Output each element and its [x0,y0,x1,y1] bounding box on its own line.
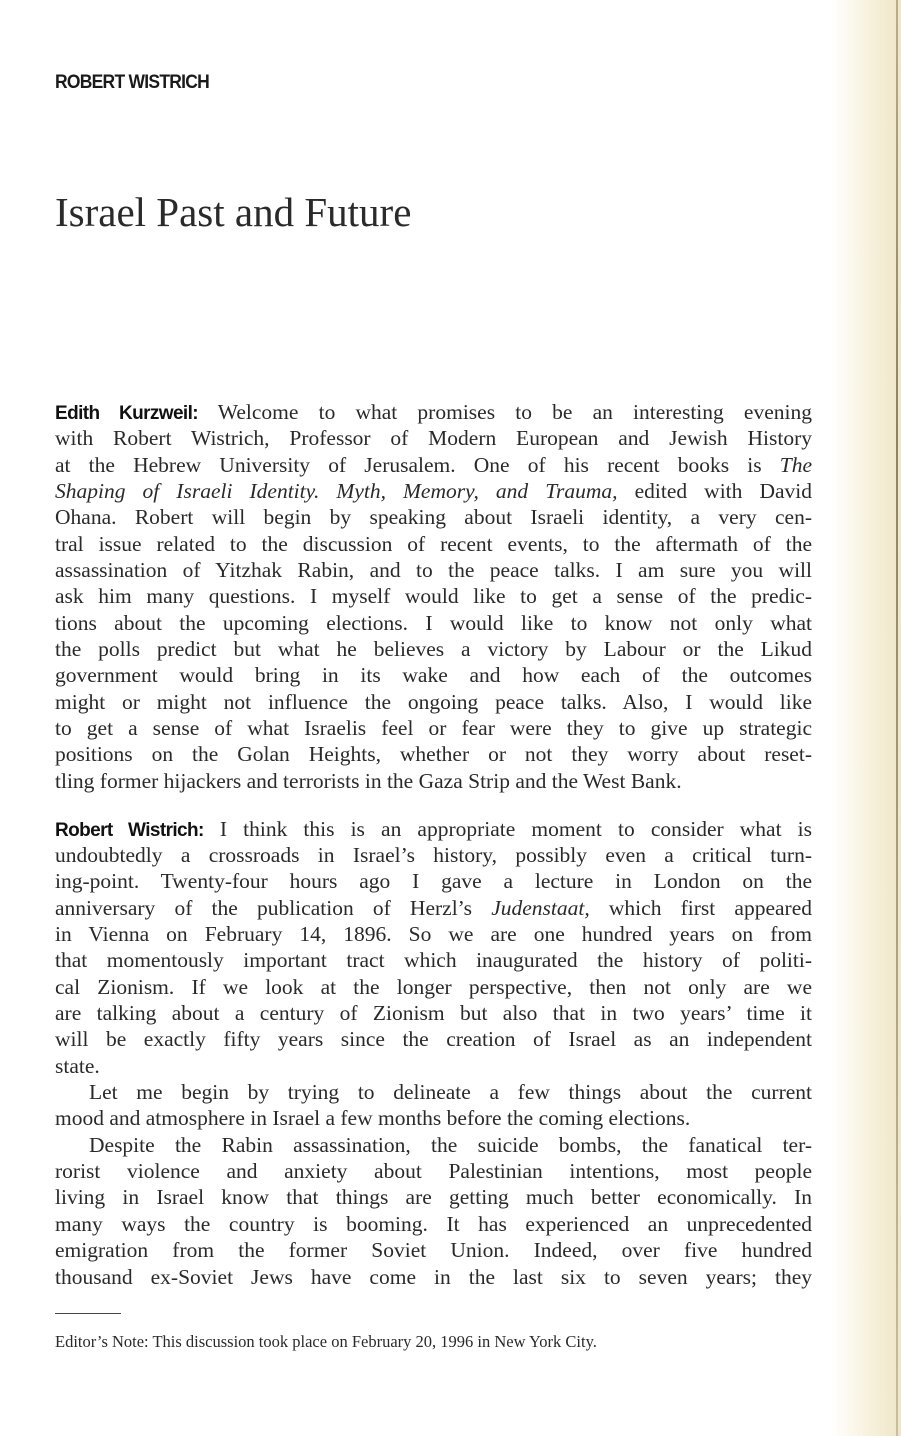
text-run: might or might not influence the ongoing peace talks. Also, I would like [55,689,812,714]
running-head: ROBERT WISTRICH [55,72,210,93]
text-line [55,715,812,741]
text-line [55,741,812,767]
text-line [55,1211,812,1237]
text-line [55,1026,812,1052]
text-run: edited with David [617,479,812,504]
text-run: positions on the Golan Heights, whether or not they worry about reset- [55,742,812,767]
text-line [55,531,812,557]
text-line [55,1132,812,1158]
footnote-rule [55,1313,121,1314]
text-run: at the Hebrew University of Jerusalem. One of his recent books is [55,452,780,477]
text-line [55,636,812,662]
text-line [55,816,812,842]
text-run: many ways the country is booming. It has experienced an unprecedented [55,1211,812,1236]
paragraph [55,399,812,794]
text-run: Let me begin by trying to delineate a few things about the current [89,1080,812,1105]
text-run: assassination of Yitzhak Rabin, and to the peace talks. I am sure you will [55,558,812,583]
text-run: the polls predict but what he believes a victory by Labour or the Likud [55,637,812,662]
text-line [55,974,812,1000]
text-line [55,583,812,609]
text-run: in Vienna on February 14, 1896. So we are one hundred years on from [55,922,812,947]
article-title: Israel Past and Future [55,189,412,235]
text-run: ing-point. Twenty-four hours ago I gave a lecture in London on the [55,869,812,894]
text-run: undoubtedly a crossroads in Israel’s history, possibly even a critical turn- [55,843,812,867]
speaker-label: Edith Kurzweil: [55,403,199,424]
text-line [55,504,812,530]
text-line [55,610,812,636]
text-line [55,662,812,688]
text-line [55,689,812,715]
text-run: emigration from the former Soviet Union. Indeed, over five hundred [55,1238,812,1263]
text-line [55,452,812,478]
text-run: anniversary of the publication of Herzl’s [55,895,492,920]
text-run: will be exactly fifty years since the creation of Israel as an independent [55,1027,812,1052]
text-run: Welcome to what promises to be an interesting evening [198,400,812,424]
text-run: to get a sense of what Israelis feel or fear were they to give up strategic [55,716,812,741]
text-line [55,557,812,583]
text-line [55,1264,812,1290]
paragraph-gap [55,794,812,816]
text-run: rorist violence and anxiety about Palestinian intentions, most people [55,1159,812,1184]
text-run: tling former hijackers and terrorists in the Gaza Strip and the West Bank. [55,768,682,793]
text-run: with Robert Wistrich, Professor of Modern European and Jewish History [55,426,812,451]
text-line [55,895,812,921]
italic-title: The [779,452,812,477]
text-run: living in Israel know that things are getting much better economically. In [55,1185,812,1210]
italic-title: Judenstaat, [491,895,590,920]
text-run: mood and atmosphere in Israel a few months before the coming elections. [55,1106,691,1131]
text-line [55,478,812,504]
article-body [55,399,812,1290]
text-line [55,1000,812,1026]
text-line [55,868,812,894]
text-run: are talking about a century of Zionism but also that in two years’ time it [55,1001,812,1026]
text-line [55,425,812,451]
paragraph [55,816,812,1290]
page-edge-line [896,0,898,1436]
text-line [55,1184,812,1210]
text-line [55,1079,812,1105]
text-line [55,921,812,947]
speaker-label: Robert Wistrich: [55,819,204,841]
text-run: tral issue related to the discussion of recent events, to the aftermath of the [55,531,812,556]
text-line [55,399,812,425]
text-line [55,1237,812,1263]
text-line [55,947,812,973]
text-line [55,1158,812,1184]
text-run: Despite the Rabin assassination, the suicide bombs, the fanatical ter- [89,1132,812,1157]
text-line [55,842,812,868]
text-run: tions about the upcoming elections. I would like to know not only what [55,610,812,635]
text-run: government would bring in its wake and how each of the outcomes [55,663,812,688]
text-run: ask him many questions. I myself would like to get a sense of the predic- [55,584,812,609]
text-line [55,1053,812,1079]
italic-title: Shaping of Israeli Identity. Myth, Memory, and Trauma, [55,479,618,504]
editors-note-footnote: Editor’s Note: This discussion took place on February 20, 1996 in New York City. [55,1332,597,1351]
text-run: cal Zionism. If we look at the longer perspective, then not only are we [55,974,812,999]
text-run: that momentously important tract which inaugurated the history of politi- [55,948,812,973]
text-line [55,1105,812,1131]
page-edge-shadow [831,0,901,1436]
text-run: which first appeared [589,895,812,920]
text-run: thousand ex-Soviet Jews have come in the last six to seven years; they [55,1264,812,1289]
text-line [55,768,812,794]
text-run: I think this is an appropriate moment to consider what is [203,816,812,841]
text-run: state. [55,1053,100,1078]
text-run: Ohana. Robert will begin by speaking about Israeli identity, a very cen- [55,505,812,530]
